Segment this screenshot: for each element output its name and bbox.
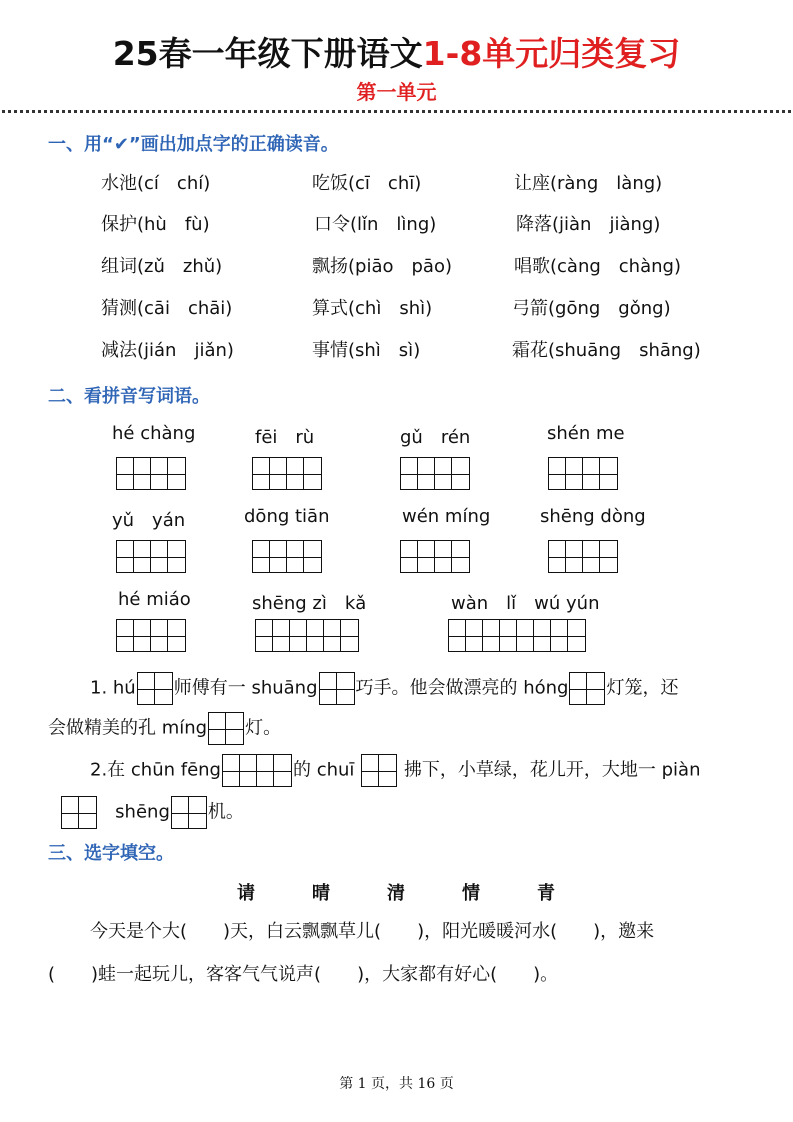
writing-grid[interactable] <box>116 457 186 490</box>
choice-char: 晴 <box>312 883 330 904</box>
choice-item[interactable]: 霜花(shuāng shāng) <box>512 340 701 361</box>
choice-item[interactable]: 事情(shì sì) <box>312 340 421 361</box>
sentence1-line2 <box>48 712 281 745</box>
inline-grid[interactable] <box>208 712 244 745</box>
pinyin-prompt: shēng dòng <box>540 506 646 527</box>
inline-grid[interactable] <box>222 754 292 787</box>
writing-grid[interactable] <box>400 540 470 573</box>
sentence1-line1 <box>90 672 678 705</box>
pinyin-prompt: wàn lǐ wú yún <box>451 593 600 614</box>
pinyin-prompt: dōng tiān <box>244 506 330 527</box>
inline-grid[interactable] <box>569 672 605 705</box>
section3-heading: 三、选字填空。 <box>48 843 174 864</box>
sentence-text: 2.在 chūn fēng <box>90 759 221 781</box>
pinyin-prompt: yǔ yán <box>112 510 186 531</box>
sentence-text: 拂下，小草绿，花儿开，大地一 piàn <box>403 759 701 781</box>
section2-heading: 二、看拼音写词语。 <box>48 386 210 407</box>
writing-grid[interactable] <box>252 457 322 490</box>
choice-item[interactable]: 猜测(cāi chāi) <box>101 298 233 319</box>
choice-char: 请 <box>237 883 255 904</box>
sentence-text: 会做精美的孔 míng <box>48 717 208 739</box>
pinyin-prompt: gǔ rén <box>400 427 471 448</box>
pinyin-prompt: hé chàng <box>112 423 196 444</box>
dotted-divider <box>2 110 791 113</box>
choice-item[interactable]: 降落(jiàn jiàng) <box>516 214 661 235</box>
title-black: 25春一年级下册语文 <box>112 34 423 73</box>
sentence-text: 灯笼，还 <box>606 677 679 699</box>
inline-grid[interactable] <box>61 796 97 829</box>
choice-item[interactable]: 水池(cí chí) <box>101 173 211 194</box>
writing-grid[interactable] <box>548 540 618 573</box>
pinyin-prompt: hé miáo <box>118 589 191 610</box>
inline-grid[interactable] <box>319 672 355 705</box>
choice-item[interactable]: 算式(chì shì) <box>312 298 433 319</box>
sentence-text: 1. hú <box>90 677 136 699</box>
sentence-text: 灯。 <box>245 717 282 739</box>
fill-blank-line1[interactable]: 今天是个大( )天，白云飘飘草儿( )，阳光暖暖河水( )，邀来 <box>90 921 655 942</box>
unit-subtitle: 第一单元 <box>356 80 437 104</box>
page-footer: 第 1 页，共 16 页 <box>339 1076 454 1092</box>
writing-grid[interactable] <box>255 619 359 652</box>
writing-grid[interactable] <box>548 457 618 490</box>
section1-heading: 一、用“✔”画出加点字的正确读音。 <box>48 134 339 155</box>
page-title <box>0 28 793 75</box>
writing-grid[interactable] <box>400 457 470 490</box>
sentence-text: 师傅有一 shuāng <box>173 677 318 699</box>
writing-grid[interactable] <box>116 540 186 573</box>
choice-item[interactable]: 减法(jián jiǎn) <box>101 340 234 361</box>
choice-item[interactable]: 飘扬(piāo pāo) <box>312 256 452 277</box>
writing-grid[interactable] <box>116 619 186 652</box>
choice-item[interactable]: 让座(ràng làng) <box>514 173 663 194</box>
writing-grid[interactable] <box>252 540 322 573</box>
pinyin-prompt: wén míng <box>402 506 491 527</box>
choice-item[interactable]: 组词(zǔ zhǔ) <box>101 256 223 277</box>
choice-item[interactable]: 弓箭(gōng gǒng) <box>512 298 671 319</box>
sentence2-line1 <box>90 754 700 787</box>
sentence-text: 的 chuī <box>292 759 355 781</box>
choice-item[interactable]: 吃饭(cī chī) <box>312 173 422 194</box>
choice-item[interactable]: 唱歌(càng chàng) <box>514 256 681 277</box>
pinyin-prompt: fēi rù <box>255 427 315 448</box>
choice-char: 青 <box>537 883 555 904</box>
choice-item[interactable]: 保护(hù fù) <box>101 214 210 235</box>
inline-grid[interactable] <box>361 754 397 787</box>
pinyin-prompt: shén me <box>547 423 625 444</box>
sentence-text: shēng <box>115 801 170 823</box>
sentence2-line2 <box>60 796 244 829</box>
fill-blank-line2[interactable]: ( )蛙一起玩儿，客客气气说声( )，大家都有好心( )。 <box>48 964 559 985</box>
inline-grid[interactable] <box>137 672 173 705</box>
title-red: 1-8单元归类复习 <box>422 34 681 73</box>
choice-char: 情 <box>462 883 480 904</box>
sentence-text: 巧手。他会做漂亮的 hóng <box>355 677 569 699</box>
choice-item[interactable]: 口令(lǐn lìng) <box>314 214 437 235</box>
pinyin-prompt: shēng zì kǎ <box>252 593 367 614</box>
writing-grid[interactable] <box>448 619 586 652</box>
choice-char: 清 <box>387 883 405 904</box>
inline-grid[interactable] <box>171 796 207 829</box>
sentence-text: 机。 <box>207 801 244 823</box>
